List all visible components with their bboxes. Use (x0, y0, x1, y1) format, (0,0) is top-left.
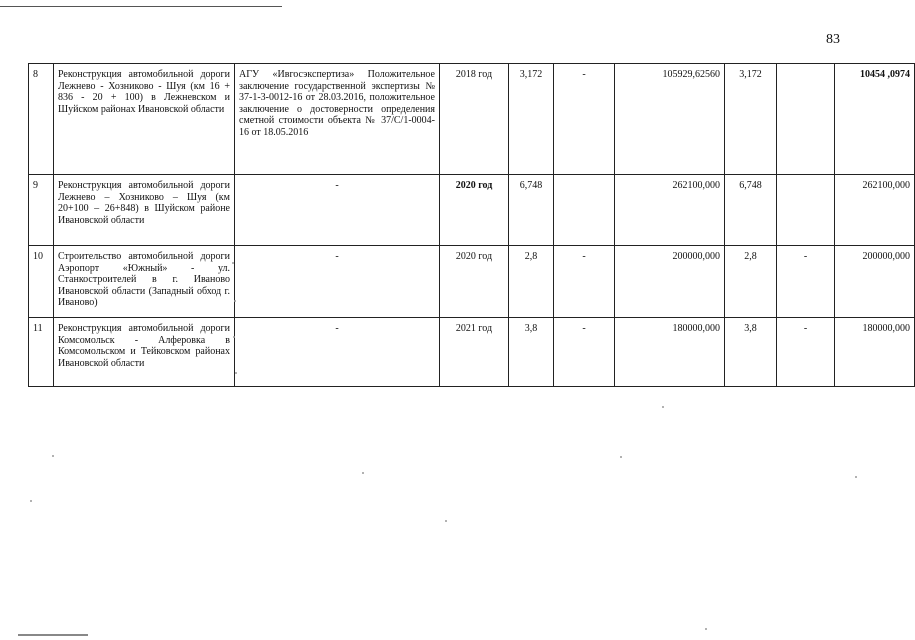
table-row (29, 64, 915, 175)
expertise-info: - (235, 318, 440, 387)
length-km-repeat: 3,172 (725, 64, 777, 175)
length-km: 6,748 (509, 175, 554, 246)
scan-speck (52, 455, 54, 457)
roads-registry-table (28, 63, 915, 387)
total-cost: 262100,000 (835, 175, 915, 246)
scan-speck (620, 456, 622, 458)
length-km-repeat: 3,8 (725, 318, 777, 387)
object-name: Реконструкция автомобильной дороги Комсомольск - Алферовка в Комсомольском и Тейковском районах Ивановской области (54, 318, 235, 387)
commissioning-year: 2018 год (440, 64, 509, 175)
table-row (29, 246, 915, 318)
dash-cell: - (554, 64, 615, 175)
dash-cell-2 (777, 64, 835, 175)
total-cost: 200000,000 (835, 246, 915, 318)
scan-speck (855, 476, 857, 478)
page-number: 83 (826, 32, 840, 47)
length-km-repeat: 6,748 (725, 175, 777, 246)
scan-edge-mark (18, 634, 88, 636)
expertise-info: - (235, 175, 440, 246)
table-row (29, 318, 915, 387)
row-number: 8 (29, 64, 54, 175)
estimated-cost: 180000,000 (615, 318, 725, 387)
expertise-info: АГУ «Ивгосэкспертиза» Положительное заключение государственной экспертизы № 37-1-3-0012-16 от 28.03.2016, положительное заключение о достоверности определения сметной стоимости объекта № 37/С/1-0004-16 от 18.05.2016 (235, 64, 440, 175)
estimated-cost: 262100,000 (615, 175, 725, 246)
object-name: Реконструкция автомобильной дороги Лежнево – Хозниково – Шуя (км 20+100 – 26+848) в Шуйском районе Ивановской области (54, 175, 235, 246)
dash-cell (554, 175, 615, 246)
estimated-cost: 105929,62560 (615, 64, 725, 175)
total-cost: 10454 ,0974 (835, 64, 915, 175)
row-number: 9 (29, 175, 54, 246)
dash-cell-2: - (777, 246, 835, 318)
scan-speck (662, 406, 664, 408)
object-name: Строительство автомобильной дороги Аэропорт «Южный» - ул. Станкостроителей в г. Иваново Ивановской области (Западный обход г. Иваново) (54, 246, 235, 318)
estimated-cost: 200000,000 (615, 246, 725, 318)
commissioning-year: 2020 год (440, 246, 509, 318)
scan-speck (362, 472, 364, 474)
dash-cell-2 (777, 175, 835, 246)
total-cost: 180000,000 (835, 318, 915, 387)
expertise-info: - (235, 246, 440, 318)
scan-speck (445, 520, 447, 522)
dash-cell: - (554, 318, 615, 387)
object-name: Реконструкция автомобильной дороги Лежнево - Хозниково - Шуя (км 16 + 836 - 20 + 100) в Лежневском и Шуйском районах Ивановской области (54, 64, 235, 175)
top-rule (0, 6, 282, 7)
length-km: 3,172 (509, 64, 554, 175)
commissioning-year: 2020 год (440, 175, 509, 246)
dash-cell-2: - (777, 318, 835, 387)
scan-speck (234, 300, 236, 302)
row-number: 11 (29, 318, 54, 387)
scan-speck (232, 262, 234, 264)
row-number: 10 (29, 246, 54, 318)
length-km-repeat: 2,8 (725, 246, 777, 318)
scan-speck (235, 372, 237, 374)
scan-speck (30, 500, 32, 502)
length-km: 2,8 (509, 246, 554, 318)
dash-cell: - (554, 246, 615, 318)
length-km: 3,8 (509, 318, 554, 387)
commissioning-year: 2021 год (440, 318, 509, 387)
table-row (29, 175, 915, 246)
scan-speck (233, 336, 235, 338)
scan-speck (705, 628, 707, 630)
